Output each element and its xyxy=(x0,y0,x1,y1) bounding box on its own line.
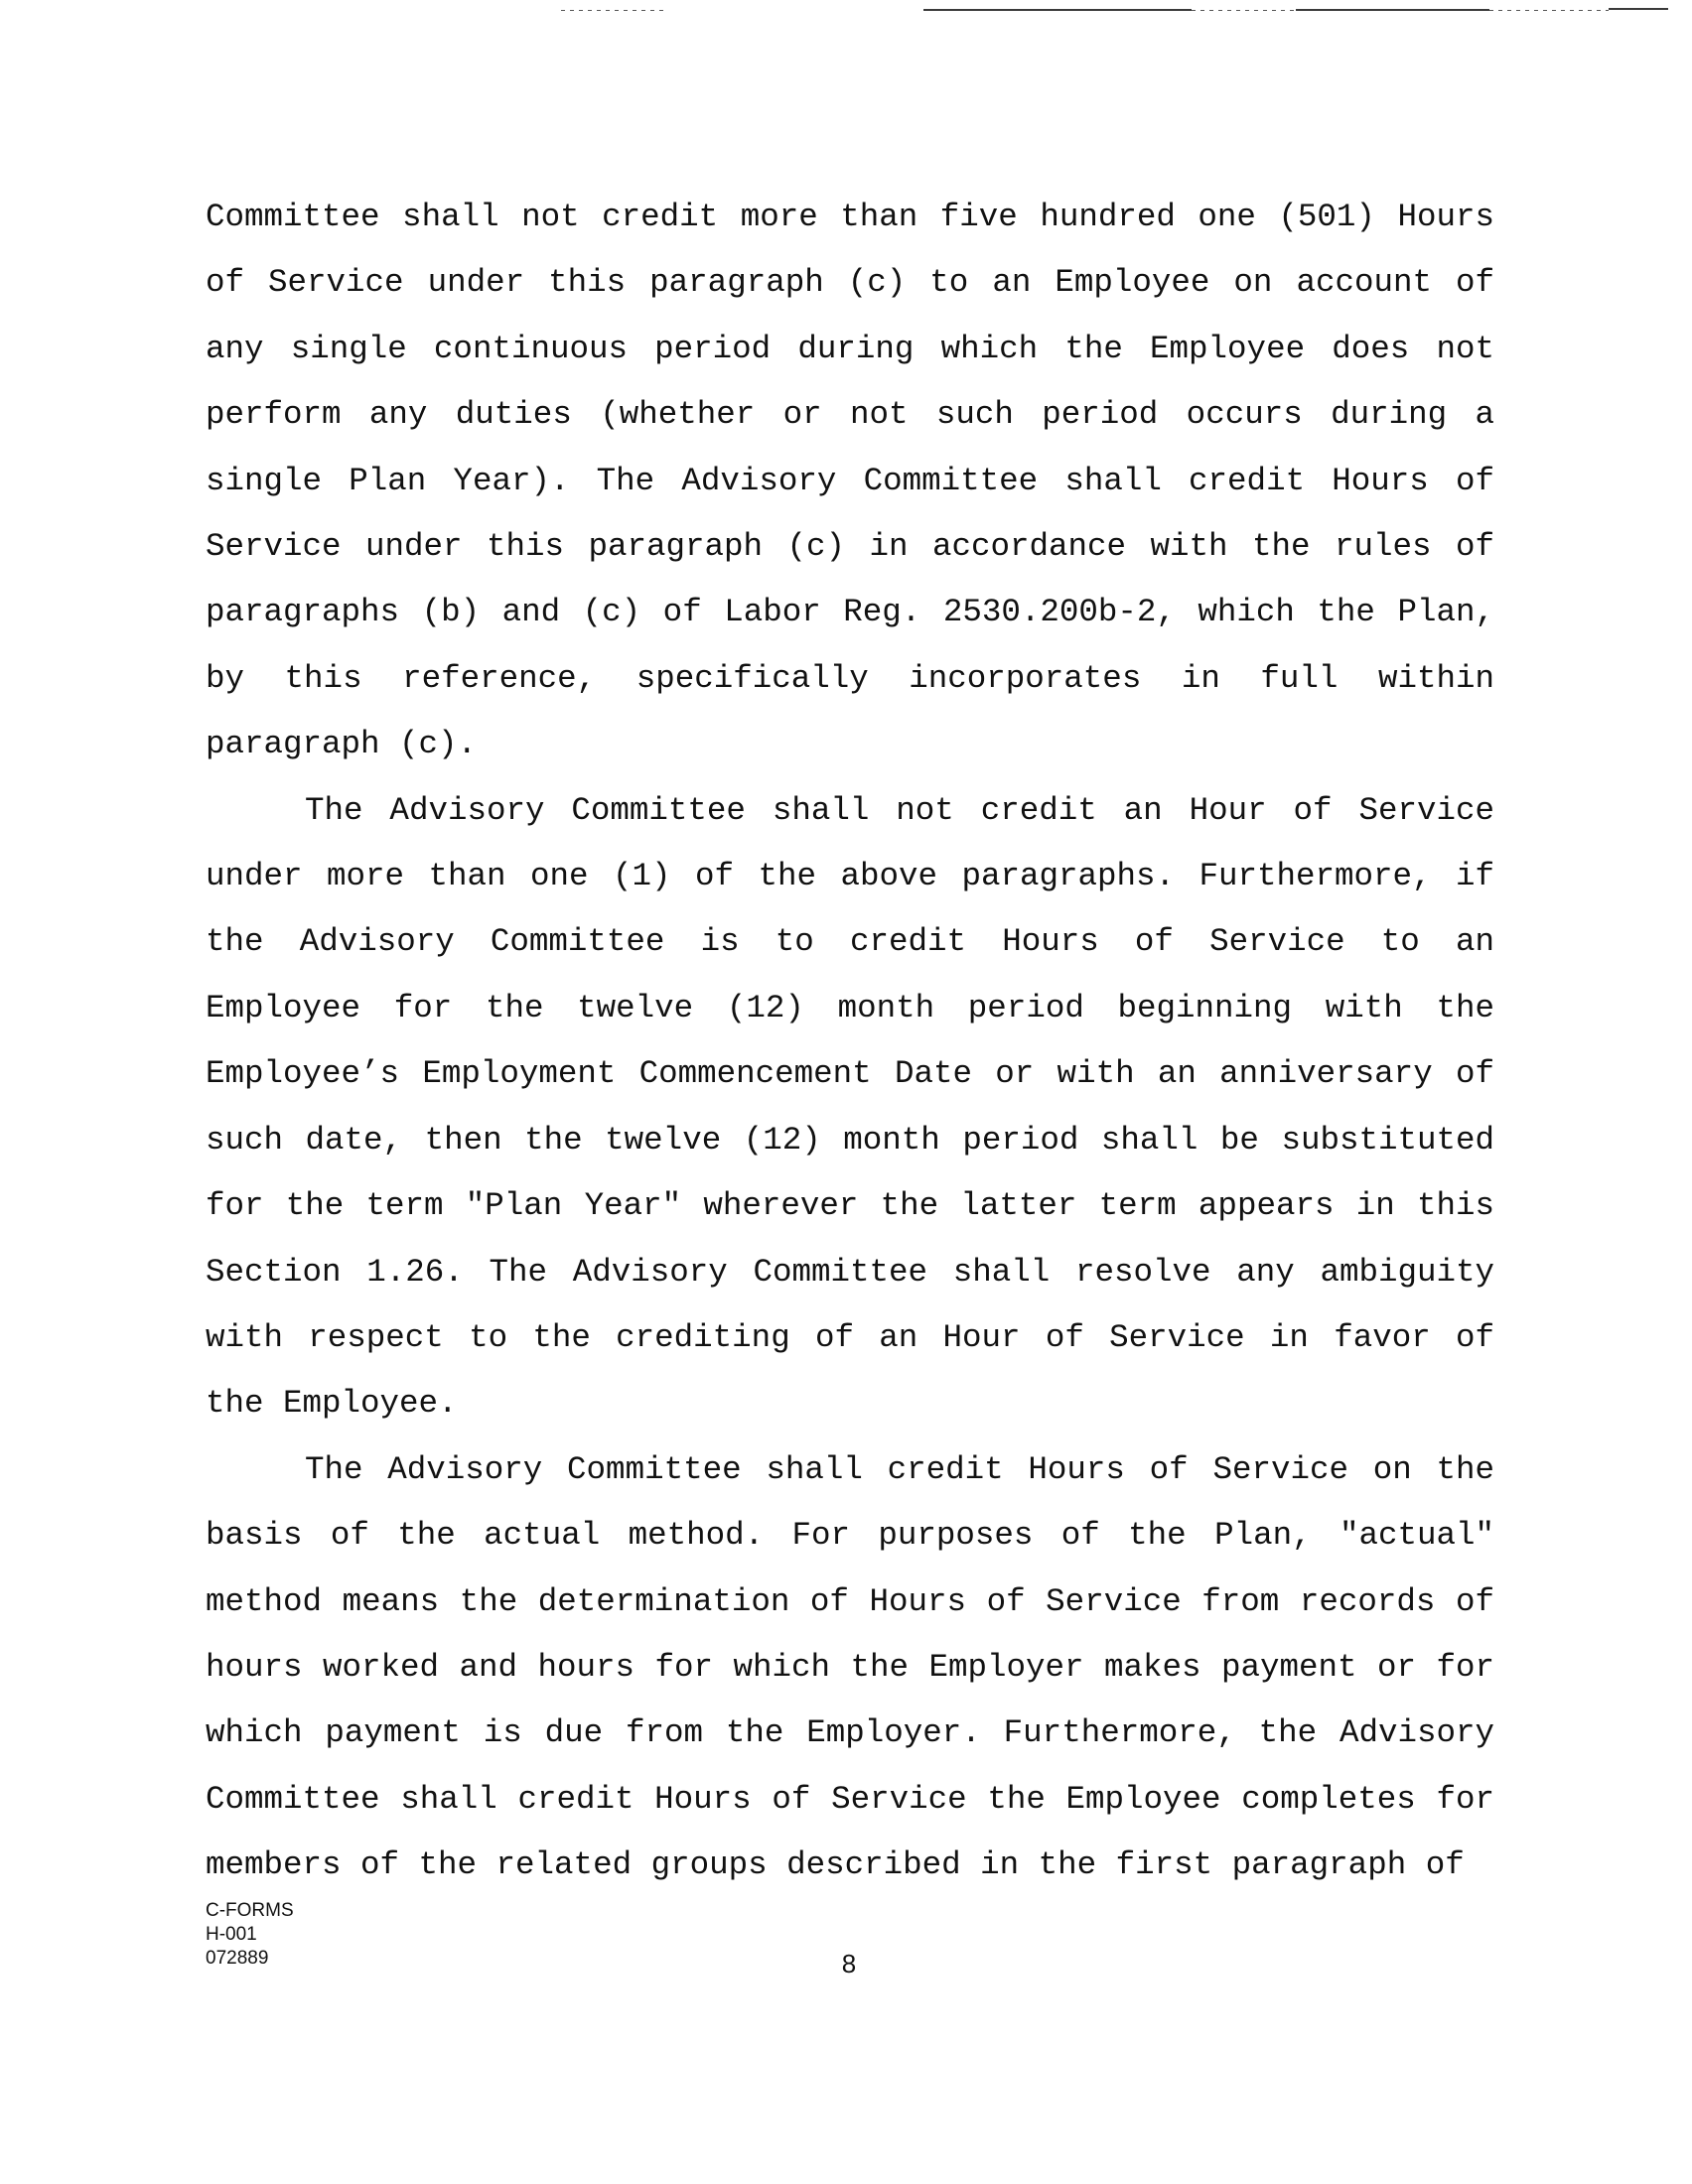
scan-artifact-line xyxy=(1296,9,1489,11)
scan-artifact-line xyxy=(1192,10,1296,11)
document-body xyxy=(206,185,1494,1899)
paragraph-actual-method: The Advisory Committee shall credit Hours of Service on the basis of the actual method. For purposes of the Plan, "actual" method means the determination of Hours of Service from records of hours worked and hours for which the Employer makes payment or for which payment is due from the Employer. Furthermore, the Advisory Committee shall credit Hours of Service the Employee completes for members of the related groups described in the first paragraph of xyxy=(206,1450,1494,1884)
scan-artifact-line xyxy=(561,10,665,11)
form-code-line: C-FORMS xyxy=(206,1900,294,1921)
paragraph-hour-of-service-crediting: The Advisory Committee shall not credit an Hour of Service under more than one (1) of the above paragraphs. Furthermore, if the Advisory Committee is to credit Hours of Service to an Employee for the twelve (12) month period beginning with the Employee’s Employment Commencement Date or with an anniversary of such date, then the twelve (12) month period shall be substituted for the term "Plan Year" wherever the latter term appears in this Section 1.26. The Advisory Committee shall resolve any ambiguity with respect to the crediting of an Hour of Service in favor of the Employee. xyxy=(206,791,1494,1423)
form-code-line: H-001 xyxy=(206,1924,257,1945)
paragraph-continued: Committee shall not credit more than five hundred one (501) Hours of Service under this paragraph (c) to an Employee on account of any single continuous period during which the Employee does not perform any duties (whether or not such period occurs during a single Plan Year). The Advisory Committee shall credit Hours of Service under this paragraph (c) in accordance with the rules of paragraphs (b) and (c) of Labor Reg. 2530.200b-2, which the Plan, by this reference, specifically incorporates in full within paragraph (c). xyxy=(206,199,1494,763)
form-code-line: 072889 xyxy=(206,1948,269,1969)
scan-artifact-line xyxy=(923,9,1192,11)
scan-artifact-line xyxy=(1609,8,1668,10)
form-code-block xyxy=(206,1899,294,1971)
scan-artifact-line xyxy=(1489,10,1609,11)
page-number: 8 xyxy=(841,1949,857,1979)
